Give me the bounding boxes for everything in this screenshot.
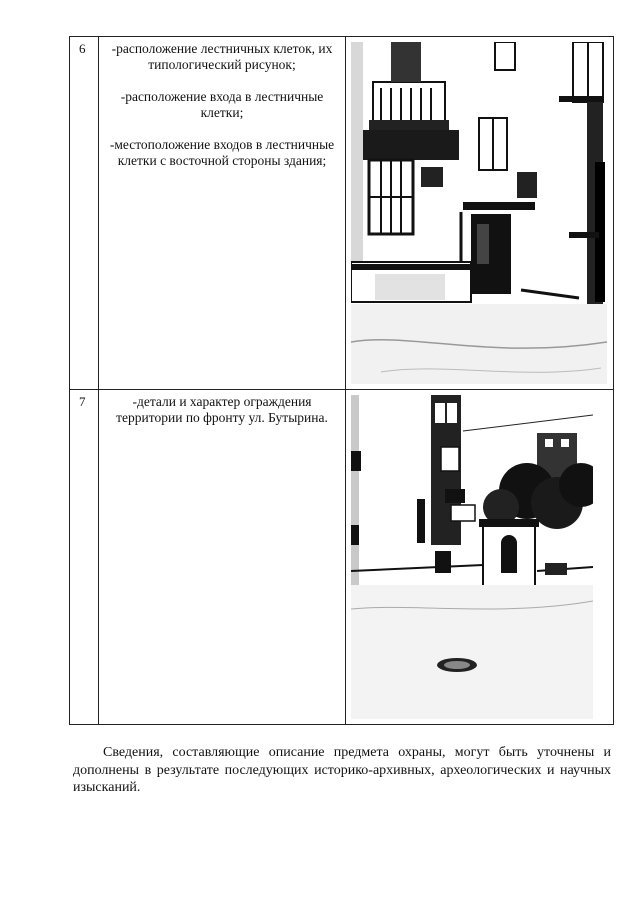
- photo-cell: [346, 37, 613, 389]
- description-cell: [99, 37, 346, 389]
- fence-street-photo: [351, 395, 593, 719]
- building-entrance-photo: [351, 42, 607, 384]
- protection-subject-table: [69, 36, 614, 725]
- photo-cell: [346, 390, 613, 724]
- table-row: [70, 390, 613, 724]
- row-number: 7: [79, 394, 86, 409]
- description-line: -детали и характер ограждения территории по фронту ул. Бутырина.: [116, 394, 328, 425]
- row-number-cell: [70, 390, 99, 724]
- description-cell: [99, 390, 346, 724]
- row-number-cell: [70, 37, 99, 389]
- footer-paragraph: Сведения, составляющие описание предмета охраны, могут быть уточнены и дополнены в результате последующих историко-архивных, археологических и научных изысканий.: [73, 745, 611, 795]
- description-text: [105, 394, 339, 442]
- row-number: 6: [79, 41, 86, 56]
- description-text: [105, 41, 339, 185]
- description-line: -расположение лестничных клеток, их типологический рисунок;: [111, 41, 333, 72]
- description-line: -расположение входа в лестничные клетки;: [120, 89, 324, 120]
- table-row: [70, 37, 613, 390]
- description-line: -местоположение входов в лестничные клетки с восточной стороны здания;: [109, 137, 335, 168]
